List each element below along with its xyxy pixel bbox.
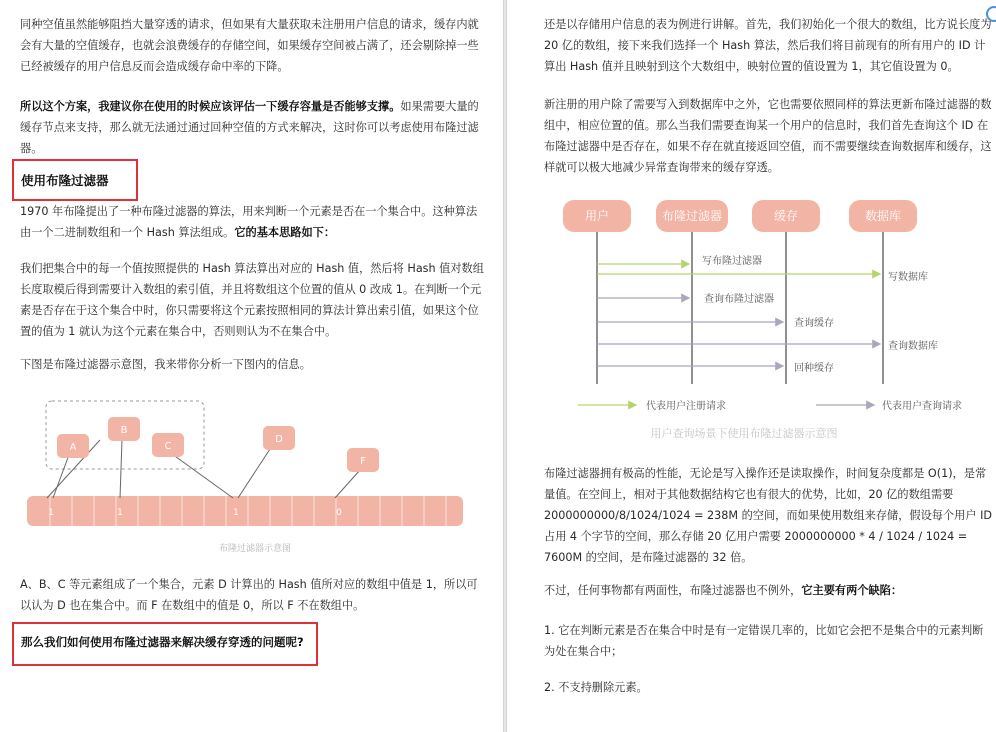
paragraph-init-array: 还是以存储用户信息的表为例进行讲解。首先，我们初始化一个很大的数组，比方说长度为 20 亿的数组，接下来我们选择一个 Hash 算法，然后我们将目前现有的所有用户的 ID 计算出 Hash 值并且映射到这个大数组中，映射位置的值设置为 1，其它值设置为 0。 <box>544 18 992 73</box>
bit-array <box>27 496 463 526</box>
history-text: 1970 年布隆提出了一种布隆过滤器的算法，用来判断一个元素是否在一个集合中。这种算法由一个二进制数组和一个 Hash 算法组成。 <box>20 205 478 239</box>
paragraph-drawbacks-intro <box>544 580 992 601</box>
cell-label-3: 1 <box>233 508 239 518</box>
msg-write-bloom-label: 写布隆过滤器 <box>702 256 762 267</box>
drawback-item-1: 1. 它在判断元素是否在集合中时是有一定错误几率的，比如它会把不是集合中的元素判断为处在集合中； <box>544 624 984 658</box>
paragraph-new-user: 新注册的用户除了需要写入到数据库中之外，它也需要依照同样的算法更新布隆过滤器的数组中，相应位置的值。那么当我们需要查询某一个用户的信息时，我们首先查询这个 ID 在布隆过滤器中是否存在，如果不存在就直接返回空值，而不需要继续查询数据库和缓存，这样就可以极大地减少异常查询带来的缓存穿透。 <box>544 98 992 174</box>
diagram1-caption: 布隆过滤器示意图 <box>218 544 291 554</box>
diagram2-caption: 用户查询场景下使用布隆过滤器示意图 <box>650 427 838 440</box>
drawbacks-intro-text: 不过，任何事物都有两面性，布隆过滤器也不例外， <box>544 584 802 597</box>
bold-basic-idea: 它的基本思路如下： <box>234 226 336 239</box>
msg-query-cache-label: 查询缓存 <box>794 318 834 329</box>
paragraph-performance: 布隆过滤器拥有极高的性能，无论是写入操作还是读取操作，时间复杂度都是 O(1)，是常量值。在空间上，相对于其他数据结构它也有很大的优势，比如，20 亿的数组需要 2000000000/8/1024/1024 = 238M 的空间，而如果使用数组来存储，假设每个用户 ID 占用 4 个字节的空间，那么存储 20 亿用户需要 2000000000 * 4 / 1024 / 1024 = 7600M 的空间，是布隆过滤器的 32 倍。 <box>544 467 993 564</box>
legend-register-label: 代表用户注册请求 <box>646 401 726 412</box>
node-f-label: F <box>360 456 366 467</box>
legend-query-label: 代表用户查询请求 <box>882 401 962 412</box>
node-d-label: D <box>275 434 283 445</box>
node-b-label: B <box>120 425 128 436</box>
msg-write-db-label: 写数据库 <box>888 272 928 283</box>
drawback-item-2: 2. 不支持删除元素。 <box>544 681 648 694</box>
msg-query-bloom-label: 查询布隆过滤器 <box>704 294 774 305</box>
paragraph-capacity-advice <box>20 96 486 159</box>
paragraph-bloom-history <box>20 201 486 243</box>
bold-two-drawbacks: 它主要有两个缺陷： <box>801 584 903 597</box>
cell-label-1: 1 <box>48 508 54 518</box>
heading-question: 那么我们如何使用布隆过滤器来解决缓存穿透的问题呢? <box>21 635 304 649</box>
cell-label-4: 0 <box>336 508 342 518</box>
actor-cache-label: 缓存 <box>773 209 799 223</box>
paragraph-bloom-mechanism: 我们把集合中的每一个值按照提供的 Hash 算法算出对应的 Hash 值，然后将 Hash 值对数组长度取模后得到需要计入数组的索引值，并且将数组这个位置的值从 0 改成 1。在判断一个元素是否存在于这个集合中时，你只需要将这个元素按照相同的算法计算出索引值，如果这个位置的值为 1 就认为这个元素在集合中，否则则认为不在集合中。 <box>20 262 484 338</box>
cell-label-2: 1 <box>117 508 123 518</box>
query-sequence-diagram <box>544 198 984 444</box>
actor-database-label: 数据库 <box>864 209 902 223</box>
bloom-filter-diagram <box>20 392 470 532</box>
right-page <box>507 0 996 732</box>
msg-refill-cache-label: 回种缓存 <box>794 363 834 374</box>
actor-bloom-filter-label: 布隆过滤器 <box>661 209 723 223</box>
msg-query-db-label: 查询数据库 <box>888 341 938 352</box>
bold-advice: 所以这个方案，我建议你在使用的时候应该评估一下缓存容量是否能够支撑。 <box>20 100 401 113</box>
paragraph-null-cache-drawback: 同种空值虽然能够阻挡大量穿透的请求，但如果有大量获取未注册用户信息的请求，缓存内就会有大量的空值缓存，也就会浪费缓存的存储空间，如果缓存空间被占满了，还会剔除掉一些已经被缓存的用户信息反而会造成缓存命中率的下降。 <box>20 18 479 73</box>
node-a-label: A <box>69 442 77 453</box>
paragraph-diagram-explanation: A、B、C 等元素组成了一个集合，元素 D 计算出的 Hash 值所对应的数组中值是 1，所以可以认为 D 也在集合中。而 F 在数组中的值是 0，所以 F 不在数组中。 <box>20 578 478 612</box>
actor-user-label: 用户 <box>584 209 610 223</box>
paragraph-diagram-intro: 下图是布隆过滤器示意图，我来带你分析一下图内的信息。 <box>20 358 311 371</box>
node-c-label: C <box>164 441 172 452</box>
heading-use-bloom-filter: 使用布隆过滤器 <box>21 173 109 188</box>
advice-rest: 如果需要大量的缓存节点来支持，那么就无法通过通过回种空值的方式来解决，这时你可以考虑使用布隆过滤器。 <box>20 100 479 155</box>
